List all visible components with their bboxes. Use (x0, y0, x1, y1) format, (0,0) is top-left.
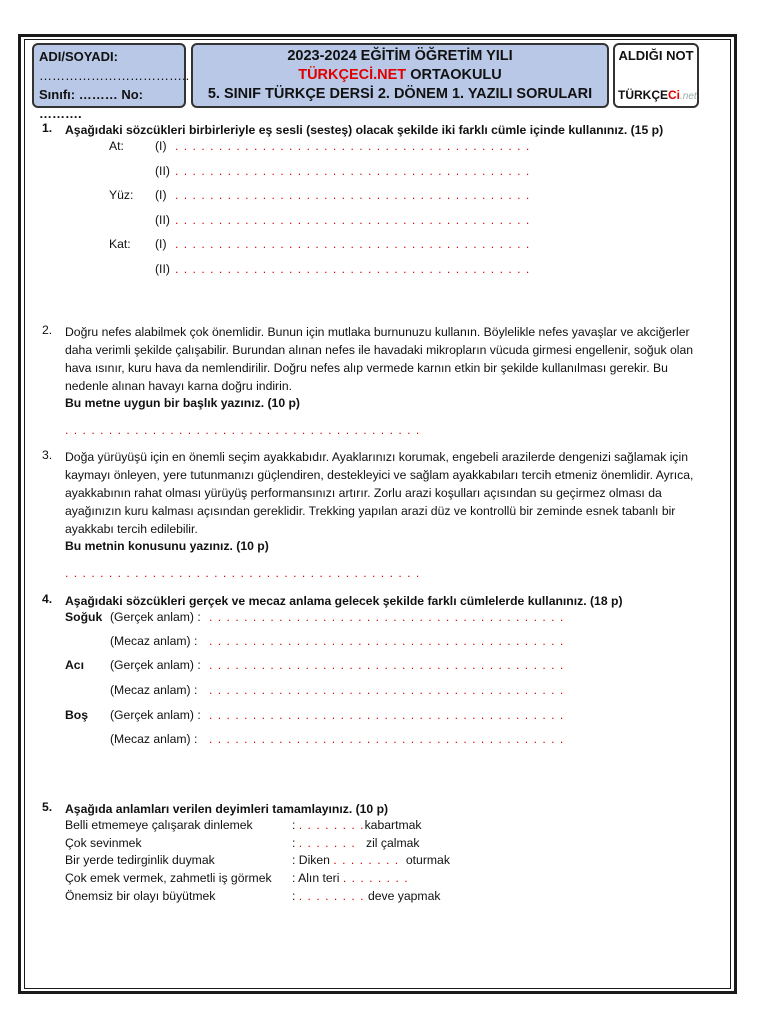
q1-answer-2a[interactable]: . . . . . . . . . . . . . . . . . . . . . . . . . . . . . . . . . . . . . . . . . (175, 188, 531, 202)
q1-roman-3a: (I) (155, 237, 167, 251)
q2-answer[interactable]: . . . . . . . . . . . . . . . . . . . . . . . . . . . . . . . . . . . . . . . . . (65, 423, 421, 437)
q1-answer-3b[interactable]: . . . . . . . . . . . . . . . . . . . . . . . . . . . . . . . . . . . . . . . . . (175, 262, 531, 276)
q1-word-1: At: (109, 139, 124, 153)
q5-idiom-3[interactable]: : Diken . . . . . . . . oturmak (292, 853, 450, 867)
q3-text: Doğa yürüyüşü için en önemli seçim ayakkabıdır. Ayaklarınızı korumak, engebeli arazilerde dengenizi sağlamak için kaymayı önleyen, yere tutunmanızı güçlendiren, destekleyici ve sağlam ayakkabıları tercih etmeniz önemlidir. Ayrıca, ayakkabının rahat olması yürüyüş performansınızı artırır. Zorlu arazi koşulları açısından su geçirmez olması da ayağınızın kuru kalması açısından gereklidir. Trekking yapılan arazi düz ve kontrollü bir zeminde esnek tabanlı bir ayakkabı tercih edilebilir. (65, 450, 694, 536)
q2-task: Bu metne uygun bir başlık yazınız. (10 p) (65, 396, 300, 410)
q5-idiom-4[interactable]: : Alın teri . . . . . . . . (292, 871, 409, 885)
school-year: 2023-2024 EĞİTİM ÖĞRETİM YILI (287, 48, 513, 64)
q1-roman-2b: (II) (155, 213, 170, 227)
q1-answer-1a[interactable]: . . . . . . . . . . . . . . . . . . . . . . . . . . . . . . . . . . . . . . . . . (175, 139, 531, 153)
grade-box[interactable] (613, 43, 699, 108)
q4-answer-2a[interactable]: . . . . . . . . . . . . . . . . . . . . . . . . . . . . . . . . . . . . . . . . . (209, 658, 565, 672)
q1-roman-2a: (I) (155, 188, 167, 202)
q3-task: Bu metnin konusunu yazınız. (10 p) (65, 539, 269, 553)
q1-answer-1b[interactable]: . . . . . . . . . . . . . . . . . . . . . . . . . . . . . . . . . . . . . . . . . (175, 164, 531, 178)
q1-roman-3b: (II) (155, 262, 170, 276)
q1-text: Aşağıdaki sözcükleri birbirleriyle eş sesli (sesteş) olacak şekilde iki farklı cümle içinde kullanınız. (15 p) (65, 123, 664, 137)
student-name-label: ADI/SOYADI: (39, 49, 118, 64)
q4-real-3: (Gerçek anlam) : (110, 708, 201, 722)
q1-roman-1a: (I) (155, 139, 167, 153)
q4-fig-2: (Mecaz anlam) : (110, 683, 198, 697)
q5-meaning-2: Çok sevinmek (65, 836, 142, 850)
q1-roman-1b: (II) (155, 164, 170, 178)
q5-meaning-4: Çok emek vermek, zahmetli iş görmek (65, 871, 272, 885)
q4-number: 4. (42, 592, 53, 606)
class-number-field[interactable]: Sınıfı: ……… No: ………. (39, 87, 143, 121)
q2-number: 2. (42, 323, 53, 337)
q5-idiom-5[interactable]: : . . . . . . . . deve yapmak (292, 889, 441, 903)
q5-text: Aşağıda anlamları verilen deyimleri tamamlayınız. (10 p) (65, 802, 389, 816)
q5-meaning-5: Önemsiz bir olayı büyütmek (65, 889, 216, 903)
school-name-brand: TÜRKÇECİ.NET (298, 67, 407, 83)
q3-number: 3. (42, 448, 53, 462)
q4-fig-3: (Mecaz anlam) : (110, 732, 198, 746)
q4-real-1: (Gerçek anlam) : (110, 610, 201, 624)
q4-real-2: (Gerçek anlam) : (110, 658, 201, 672)
school-name-rest: ORTAOKULU (406, 67, 502, 83)
q1-answer-2b[interactable]: . . . . . . . . . . . . . . . . . . . . . . . . . . . . . . . . . . . . . . . . . (175, 213, 531, 227)
student-info-box (32, 43, 190, 121)
turkceci-logo: TÜRKÇECi.net (618, 88, 697, 102)
q1-number: 1. (42, 121, 53, 135)
q4-word-3: Boş (65, 708, 89, 722)
q4-word-2: Acı (65, 658, 84, 672)
q4-answer-3a[interactable]: . . . . . . . . . . . . . . . . . . . . . . . . . . . . . . . . . . . . . . . . . (209, 708, 565, 722)
q4-word-1: Soğuk (65, 610, 103, 624)
exam-name: 5. SINIF TÜRKÇE DERSİ 2. DÖNEM 1. YAZILI SORULARI (207, 86, 593, 102)
q1-word-3: Kat: (109, 237, 131, 251)
q4-answer-1b[interactable]: . . . . . . . . . . . . . . . . . . . . . . . . . . . . . . . . . . . . . . . . . (209, 634, 565, 648)
q4-answer-2b[interactable]: . . . . . . . . . . . . . . . . . . . . . . . . . . . . . . . . . . . . . . . . . (209, 683, 565, 697)
student-name-field[interactable]: …………………………….. (39, 68, 190, 83)
q5-meaning-3: Bir yerde tedirginlik duymak (65, 853, 215, 867)
school-name (193, 66, 607, 85)
q3-answer[interactable]: . . . . . . . . . . . . . . . . . . . . . . . . . . . . . . . . . . . . . . . . . (65, 566, 421, 580)
q1-word-2: Yüz: (109, 188, 134, 202)
q5-meaning-1: Belli etmemeye çalışarak dinlemek (65, 818, 253, 832)
q2-text: Doğru nefes alabilmek çok önemlidir. Bunun için mutlaka burnunuzu kullanın. Böylelikle nefes yavaşlar ve akciğerler daha verimli şekilde çalışabilir. Burundan alınan nefes ile havadaki mikropların vücuda girmesi engellenir, soğuk olan hava ısınır, kuru hava da nemlendirilir. Doğru nefes alıp vermede karnın etkin bir şekilde kullanılması gerekir. Bu nedenle alınan havayı karna doğru indirin. (65, 325, 694, 393)
q5-idiom-2[interactable]: : . . . . . . . zil çalmak (292, 836, 420, 850)
exam-title-box (191, 43, 609, 108)
q5-idiom-1[interactable]: : . . . . . . . .kabartmak (292, 818, 422, 832)
q4-answer-1a[interactable]: . . . . . . . . . . . . . . . . . . . . . . . . . . . . . . . . . . . . . . . . . (209, 610, 565, 624)
q1-answer-3a[interactable]: . . . . . . . . . . . . . . . . . . . . . . . . . . . . . . . . . . . . . . . . . (175, 237, 531, 251)
q5-number: 5. (42, 800, 53, 814)
q4-text: Aşağıdaki sözcükleri gerçek ve mecaz anlama gelecek şekilde farklı cümlelerde kullanınız. (18 p) (65, 594, 623, 608)
q4-fig-1: (Mecaz anlam) : (110, 634, 198, 648)
grade-label: ALDIĞI NOT (618, 48, 694, 63)
q4-answer-3b[interactable]: . . . . . . . . . . . . . . . . . . . . . . . . . . . . . . . . . . . . . . . . . (209, 732, 565, 746)
